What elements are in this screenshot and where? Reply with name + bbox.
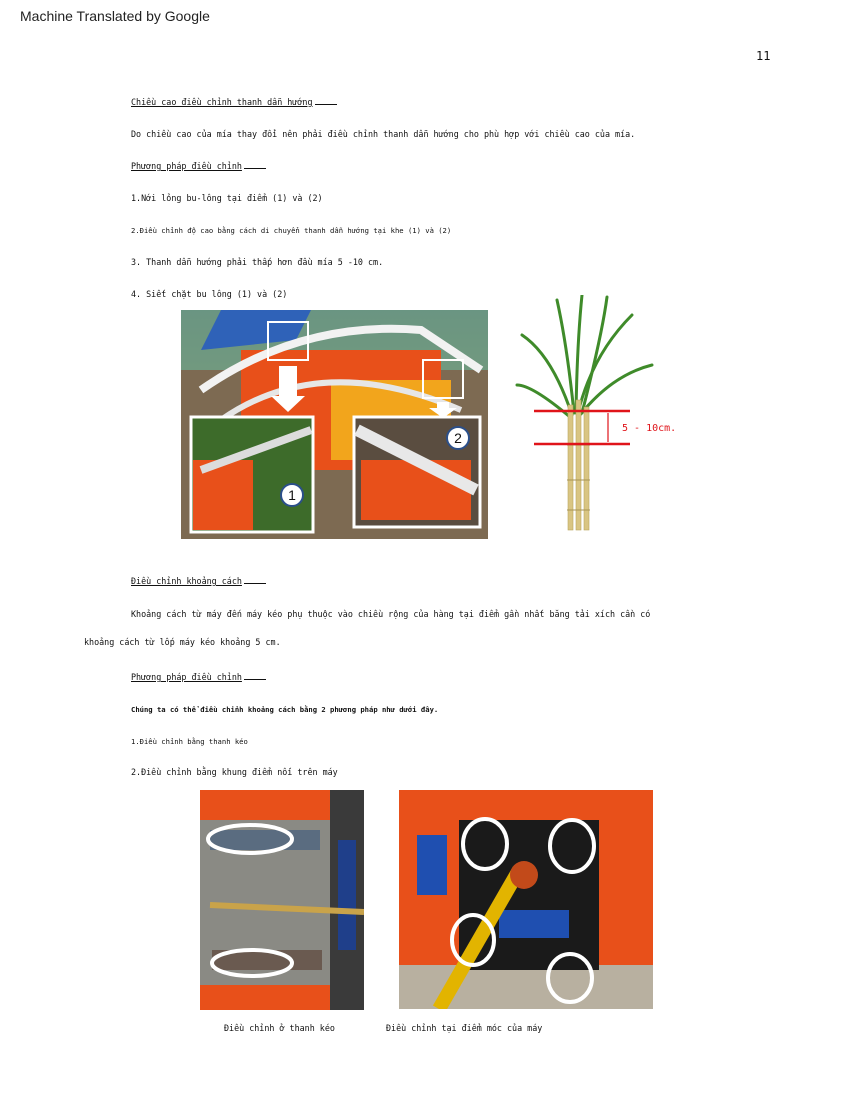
hitch-point-photo xyxy=(399,790,653,1009)
section-heading-distance: Điều chỉnh khoảng cách xyxy=(131,576,266,586)
step-1: 1.Nới lỏng bu-lông tại điểm (1) và (2) xyxy=(131,193,323,203)
distance-paragraph-line2: khoảng cách từ lốp máy kéo khoảng 5 cm. xyxy=(84,637,281,647)
caption-drawbar: Điều chỉnh ở thanh kéo xyxy=(224,1023,335,1033)
step-2: 2.Điều chỉnh độ cao bằng cách di chuyển thanh dẫn hướng tại khe (1) và (2) xyxy=(131,226,452,235)
step-4: 4. Siết chặt bu lông (1) và (2) xyxy=(131,289,288,299)
guide-bar-adjustment-photo xyxy=(181,310,488,539)
drawbar-photo xyxy=(200,790,364,1010)
page-number: 11 xyxy=(756,49,771,63)
distance-paragraph-line1: Khoảng cách từ máy đến máy kéo phụ thuộc vào chiều rộng của hàng tại điểm gần nhất băng tải xích cần có xyxy=(131,609,651,619)
marker-point-1: 1 xyxy=(280,483,304,507)
method-heading-2: Phương pháp điều chỉnh xyxy=(131,672,266,682)
method-intro: Chúng ta có thể điều chỉnh khoảng cách bằng 2 phương pháp như dưới đây. xyxy=(131,705,439,714)
caption-hitch-point: Điều chỉnh tại điểm móc của máy xyxy=(386,1023,543,1033)
section-intro-text: Do chiều cao của mía thay đổi nên phải điều chỉnh thanh dẫn hướng cho phù hợp với chiều cao của mía. xyxy=(131,129,636,139)
method-step-2: 2.Điều chỉnh bằng khung điểm nối trên máy xyxy=(131,767,338,777)
method-step-1: 1.Điều chỉnh bằng thanh kéo xyxy=(131,737,248,746)
sugarcane-illustration xyxy=(512,295,662,535)
machine-translation-banner: Machine Translated by Google xyxy=(20,8,210,24)
marker-point-2: 2 xyxy=(446,426,470,450)
section-heading-guide-height: Chiều cao điều chỉnh thanh dẫn hướng xyxy=(131,97,337,107)
cane-height-label: 5 - 10cm. xyxy=(622,423,677,434)
method-heading: Phương pháp điều chỉnh xyxy=(131,161,266,171)
step-3: 3. Thanh dẫn hướng phải thấp hơn đầu mía 5 -10 cm. xyxy=(131,257,384,267)
